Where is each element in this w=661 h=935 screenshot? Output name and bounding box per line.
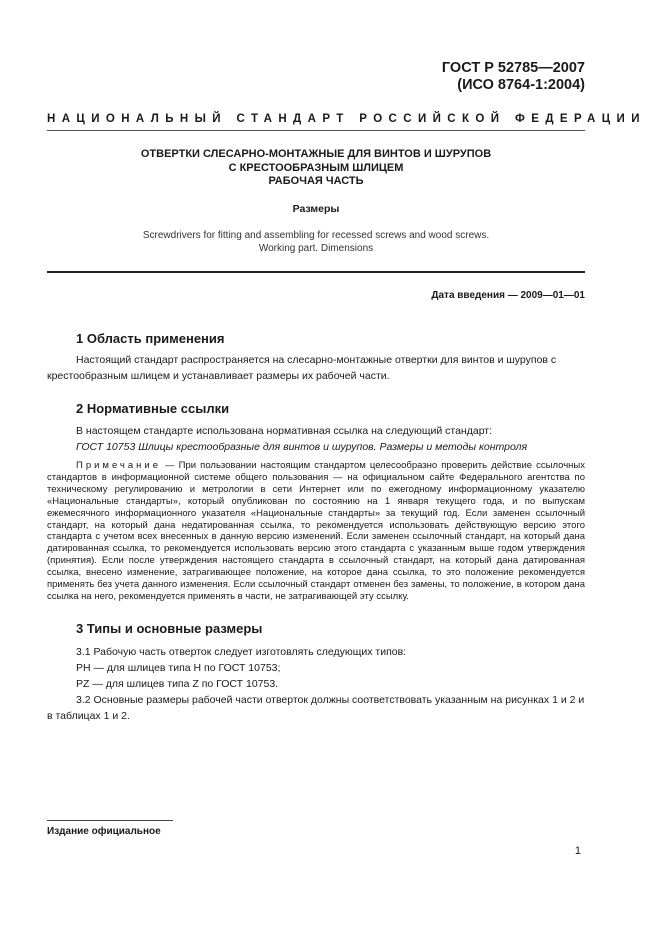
note-label: Примечание (76, 460, 161, 471)
title-line-1: ОТВЕРТКИ СЛЕСАРНО-МОНТАЖНЫЕ ДЛЯ ВИНТОВ И ШУРУПОВ (140, 148, 492, 160)
english-title-line-2: Working part. Dimensions (258, 243, 374, 254)
english-title-line-1: Screwdrivers for fitting and assembling for recessed screws and wood screws. (142, 230, 490, 241)
section-3-ph: PH — для шлицев типа H по ГОСТ 10753; (76, 662, 281, 674)
section-3-1: 3.1 Рабочую часть отверток следует изготовлять следующих типов: (76, 646, 407, 658)
gost-number: ГОСТ Р 52785—2007 (441, 60, 585, 76)
normative-reference: ГОСТ 10753 Шлицы крестообразные для винтов и шурупов. Размеры и методы контроля (76, 441, 528, 453)
header-divider (47, 130, 585, 131)
section-1-text: Настоящий стандарт распространяется на слесарно-монтажные отвертки для винтов и шурупов с крестообразным шлицем и устанавливает размеры их рабочей части. (47, 354, 557, 382)
page-number: 1 (574, 845, 581, 857)
section-3-heading: 3 Типы и основные размеры (76, 621, 263, 636)
official-edition-label: Издание официальное (47, 826, 161, 837)
section-2-heading: 2 Нормативные ссылки (76, 401, 230, 416)
introduction-date: Дата введения — 2009—01—01 (431, 290, 585, 301)
english-title (47, 229, 585, 255)
title-line-3: РАБОЧАЯ ЧАСТЬ (268, 175, 364, 187)
section-3-pz: PZ — для шлицев типа Z по ГОСТ 10753. (76, 678, 279, 690)
footer-divider (47, 820, 173, 821)
title-line-2: С КРЕСТООБРАЗНЫМ ШЛИЦЕМ (228, 161, 404, 174)
iso-number: (ИСО 8764-1:2004) (457, 77, 585, 93)
title-divider (47, 271, 585, 273)
note-paragraph (47, 460, 585, 603)
section-3-2: 3.2 Основные размеры рабочей части отверток должны соответствовать указанным на рисунках 1 и 2 и в таблицах 1 и 2. (47, 694, 585, 722)
document-subtitle: Размеры (292, 203, 340, 215)
section-2-intro: В настоящем стандарте использована нормативная ссылка на следующий стандарт: (76, 425, 493, 437)
section-1-heading: 1 Область применения (76, 331, 225, 346)
note-text: — При пользовании настоящим стандартом целесообразно проверить действие ссылочных стандартов в информационной системе общего пользования — на официальном сайте Федерального агентства по техническому регулированию и метрологии в сети Интернет или по ежегодному информационному указателю «Национальные стандарты», который опубликован по состоянию на 1 января текущего года, и по выпускам ежемесячного информационного указателя «Национальные стандарты» за текущий год. Если заменен ссылочный стандарт, на который дана недатированная ссылка, то рекомендуется использовать действующую версию этого стандарта с учетом всех внесенных в данную версию изменений. Если заменен ссылочный стандарт, на который дана датированная ссылка, то рекомендуется использовать версию этого стандарта с указанным выше годом утверждения (принятия). Если после утверждения настоящего стандарта в ссылочный стандарт, на который дана датированная ссылка, внесено изменение, затрагивающее положение, на которое дана ссылка, то это положение рекомендуется применять без учета данного изменения. Если ссылочный стандарт отменен без замены, то положение, в котором дана ссылка на него, рекомендуется применять в части, не затрагивающей эту ссылку. (47, 460, 585, 602)
document-title (47, 148, 585, 189)
document-number-block (442, 60, 585, 94)
national-standard-banner: НАЦИОНАЛЬНЫЙ СТАНДАРТ РОССИЙСКОЙ ФЕДЕРАЦИИ (47, 113, 646, 125)
